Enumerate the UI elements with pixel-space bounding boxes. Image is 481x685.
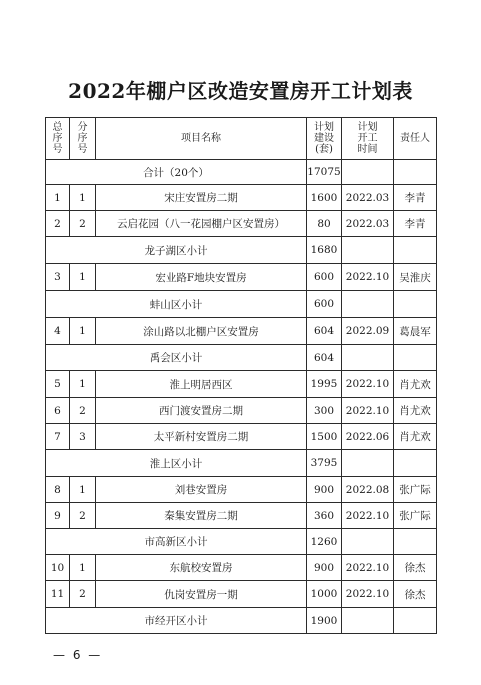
project-name-cell: 仇岗安置房一期 xyxy=(96,581,307,608)
header-owner xyxy=(394,118,437,160)
start-time-cell: 2022.10 xyxy=(342,398,394,424)
owner-cell xyxy=(394,291,437,318)
table-body xyxy=(46,160,437,634)
units-cell: 600 xyxy=(307,264,342,291)
owner-cell xyxy=(394,237,437,264)
start-time-cell: 2022.03 xyxy=(342,211,394,237)
total-no-cell: 5 xyxy=(46,371,70,398)
table-row xyxy=(46,211,437,237)
owner-cell: 肖尤欢 xyxy=(394,398,437,424)
page-number: — 6 — xyxy=(53,648,103,662)
start-time-cell: 2022.08 xyxy=(342,477,394,503)
subtotal-row xyxy=(46,291,437,318)
table-row xyxy=(46,371,437,398)
table-row xyxy=(46,581,437,608)
sub-no-cell: 1 xyxy=(70,264,96,291)
start-time-cell: 2022.10 xyxy=(342,503,394,529)
project-name-cell: 涂山路以北棚户区安置房 xyxy=(96,318,307,345)
total-no-cell: 11 xyxy=(46,581,70,608)
plan-table xyxy=(45,117,437,634)
start-time-cell: 2022.09 xyxy=(342,318,394,345)
table-row xyxy=(46,555,437,581)
sub-no-cell: 2 xyxy=(70,581,96,608)
units-cell: 900 xyxy=(307,555,342,581)
project-name-cell: 太平新村安置房二期 xyxy=(96,424,307,450)
subtotal-row xyxy=(46,237,437,264)
total-no-cell: 4 xyxy=(46,318,70,345)
units-cell: 1500 xyxy=(307,424,342,450)
header-start xyxy=(342,118,394,160)
owner-cell xyxy=(394,608,437,634)
total-no-cell: 7 xyxy=(46,424,70,450)
owner-cell xyxy=(394,529,437,555)
start-time-cell xyxy=(342,291,394,318)
start-time-cell xyxy=(342,160,394,185)
owner-cell: 肖尤欢 xyxy=(394,371,437,398)
subtotal-row xyxy=(46,345,437,371)
sub-no-cell: 3 xyxy=(70,424,96,450)
header-sub-no xyxy=(70,118,96,160)
table-row xyxy=(46,185,437,211)
sub-no-cell: 1 xyxy=(70,371,96,398)
sub-no-cell: 2 xyxy=(70,398,96,424)
units-cell: 600 xyxy=(307,291,342,318)
start-time-cell xyxy=(342,529,394,555)
total-no-cell: 10 xyxy=(46,555,70,581)
header-total-no xyxy=(46,118,70,160)
project-name-cell: 淮上明居西区 xyxy=(96,371,307,398)
owner-cell xyxy=(394,160,437,185)
page-title: 2022年棚户区改造安置房开工计划表 xyxy=(68,79,413,103)
units-cell: 1000 xyxy=(307,581,342,608)
units-cell: 360 xyxy=(307,503,342,529)
start-time-cell xyxy=(342,608,394,634)
owner-cell: 徐杰 xyxy=(394,555,437,581)
start-time-cell xyxy=(342,450,394,477)
owner-cell: 肖尤欢 xyxy=(394,424,437,450)
header-name-text: 项目名称 xyxy=(181,133,221,144)
sub-no-cell: 2 xyxy=(70,503,96,529)
subtotal-label-cell: 合计（20个） xyxy=(46,160,307,185)
units-cell: 1260 xyxy=(307,529,342,555)
header-units xyxy=(307,118,342,160)
sub-no-cell: 1 xyxy=(70,185,96,211)
subtotal-label-cell: 市经开区小计 xyxy=(46,608,307,634)
subtotal-row xyxy=(46,450,437,477)
start-time-cell: 2022.06 xyxy=(342,424,394,450)
units-cell: 604 xyxy=(307,318,342,345)
table-row xyxy=(46,264,437,291)
start-time-cell: 2022.10 xyxy=(342,581,394,608)
header-units-text: 计划 建设 (套) xyxy=(314,122,334,155)
units-cell: 1680 xyxy=(307,237,342,264)
owner-cell: 李青 xyxy=(394,211,437,237)
start-time-cell xyxy=(342,237,394,264)
total-no-cell: 6 xyxy=(46,398,70,424)
units-cell: 1900 xyxy=(307,608,342,634)
total-no-cell: 3 xyxy=(46,264,70,291)
subtotal-label-cell: 蚌山区小计 xyxy=(46,291,307,318)
table-row xyxy=(46,318,437,345)
header-owner-text: 责任人 xyxy=(400,133,430,144)
project-name-cell: 宋庄安置房二期 xyxy=(96,185,307,211)
table-row xyxy=(46,477,437,503)
owner-cell: 李青 xyxy=(394,185,437,211)
start-time-cell: 2022.10 xyxy=(342,264,394,291)
project-name-cell: 云启花园（八一花园棚户区安置房） xyxy=(96,211,307,237)
project-name-cell: 秦集安置房二期 xyxy=(96,503,307,529)
total-no-cell: 8 xyxy=(46,477,70,503)
units-cell: 1995 xyxy=(307,371,342,398)
table-row xyxy=(46,424,437,450)
owner-cell: 葛晨军 xyxy=(394,318,437,345)
subtotal-label-cell: 禹会区小计 xyxy=(46,345,307,371)
subtotal-label-cell: 市高新区小计 xyxy=(46,529,307,555)
units-cell: 1600 xyxy=(307,185,342,211)
owner-cell xyxy=(394,450,437,477)
units-cell: 17075 xyxy=(307,160,342,185)
table-row xyxy=(46,398,437,424)
project-name-cell: 东航校安置房 xyxy=(96,555,307,581)
owner-cell: 张广际 xyxy=(394,503,437,529)
subtotal-row xyxy=(46,529,437,555)
owner-cell: 徐杰 xyxy=(394,581,437,608)
header-sub-no-text: 分 序 号 xyxy=(77,122,88,155)
units-cell: 604 xyxy=(307,345,342,371)
total-no-cell: 1 xyxy=(46,185,70,211)
header-row xyxy=(46,118,437,160)
total-no-cell: 9 xyxy=(46,503,70,529)
owner-cell xyxy=(394,345,437,371)
units-cell: 3795 xyxy=(307,450,342,477)
project-name-cell: 刘巷安置房 xyxy=(96,477,307,503)
start-time-cell xyxy=(342,345,394,371)
subtotal-row xyxy=(46,160,437,185)
start-time-cell: 2022.10 xyxy=(342,371,394,398)
table-row xyxy=(46,503,437,529)
project-name-cell: 西门渡安置房二期 xyxy=(96,398,307,424)
sub-no-cell: 2 xyxy=(70,211,96,237)
subtotal-row xyxy=(46,608,437,634)
units-cell: 80 xyxy=(307,211,342,237)
units-cell: 300 xyxy=(307,398,342,424)
project-name-cell: 宏业路F地块安置房 xyxy=(96,264,307,291)
header-start-text: 计划 开工 时间 xyxy=(357,122,378,155)
owner-cell: 张广际 xyxy=(394,477,437,503)
sub-no-cell: 1 xyxy=(70,477,96,503)
total-no-cell: 2 xyxy=(46,211,70,237)
sub-no-cell: 1 xyxy=(70,318,96,345)
units-cell: 900 xyxy=(307,477,342,503)
start-time-cell: 2022.10 xyxy=(342,555,394,581)
subtotal-label-cell: 龙子湖区小计 xyxy=(46,237,307,264)
owner-cell: 吴淮庆 xyxy=(394,264,437,291)
header-name xyxy=(96,118,307,160)
start-time-cell: 2022.03 xyxy=(342,185,394,211)
sub-no-cell: 1 xyxy=(70,555,96,581)
header-total-no-text: 总 序 号 xyxy=(52,122,63,155)
subtotal-label-cell: 淮上区小计 xyxy=(46,450,307,477)
